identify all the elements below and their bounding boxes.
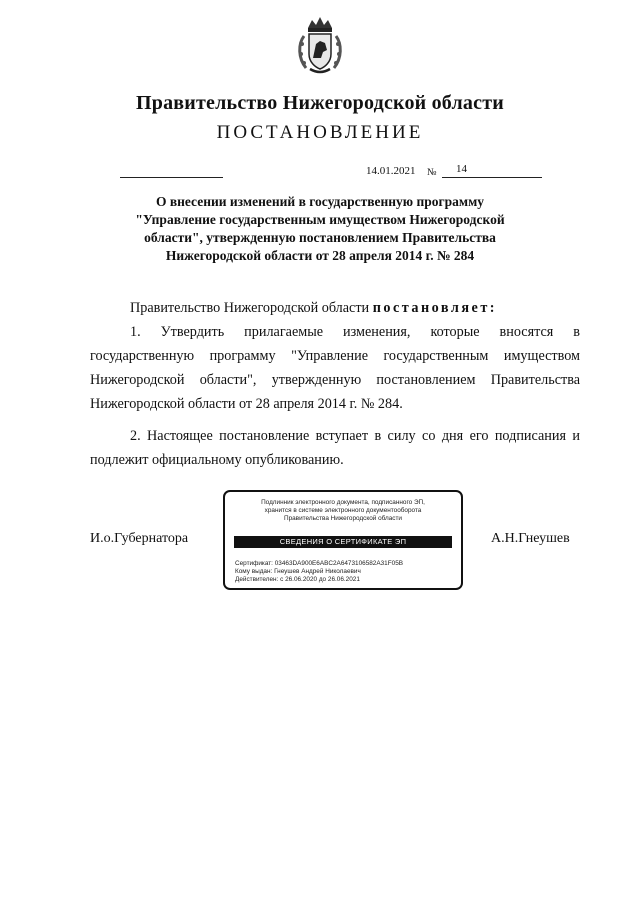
registration-line	[120, 177, 223, 178]
stamp-header	[225, 499, 461, 523]
number-underline	[442, 177, 542, 178]
body-item-2: 2. Настоящее постановление вступает в силу со дня его подписания и подлежит официальному опубликованию.	[90, 428, 580, 468]
subject-line: "Управление государственным имуществом Нижегородской	[135, 212, 505, 227]
coat-of-arms-icon	[296, 14, 344, 76]
subject-line: Нижегородской области от 28 апреля 2014 г. № 284	[165, 248, 475, 263]
electronic-signature-stamp	[223, 490, 463, 590]
body-intro	[90, 296, 580, 320]
certificate-bar: СВЕДЕНИЯ О СЕРТИФИКАТЕ ЭП	[234, 536, 452, 548]
intro-text: Правительство Нижегородской области	[130, 300, 373, 316]
subject-line: области", утвержденную постановлением Правительства	[144, 230, 496, 245]
stamp-line: хранится в системе электронного документооборота	[264, 507, 422, 514]
body-item-1: 1. Утвердить прилагаемые изменения, которые вносятся в государственную программу "Управление государственным имуществом Нижегородской области", утвержденную постановлением Правительства Нижегородской области от 28 апреля 2014 г. № 284.	[90, 324, 580, 412]
stamp-line: Правительства Нижегородской области	[283, 515, 403, 522]
signatory-name: А.Н.Гнеушев	[491, 531, 570, 546]
decree-verb: постановляет:	[372, 300, 498, 316]
signatory-position: И.о.Губернатора	[90, 531, 189, 546]
number-sign: №	[427, 167, 437, 178]
certificate-owner: Кому выдан: Гнеушев Андрей Николаевич	[235, 568, 361, 575]
subject-line: О внесении изменений в государственную программу	[155, 194, 485, 209]
certificate-id: Сертификат: 03463DA900E6ABC2A6473106582A31F05B	[235, 560, 404, 567]
stamp-line: Подлинник электронного документа, подписанного ЭП,	[261, 499, 425, 506]
certificate-validity: Действителен: с 26.06.2020 до 26.06.2021	[235, 576, 360, 583]
document-type: ПОСТАНОВЛЕНИЕ	[216, 122, 424, 143]
document-number: 14	[456, 163, 467, 175]
government-title: Правительство Нижегородской области	[136, 92, 504, 114]
document-date: 14.01.2021	[366, 165, 416, 177]
document-subject	[95, 193, 545, 265]
